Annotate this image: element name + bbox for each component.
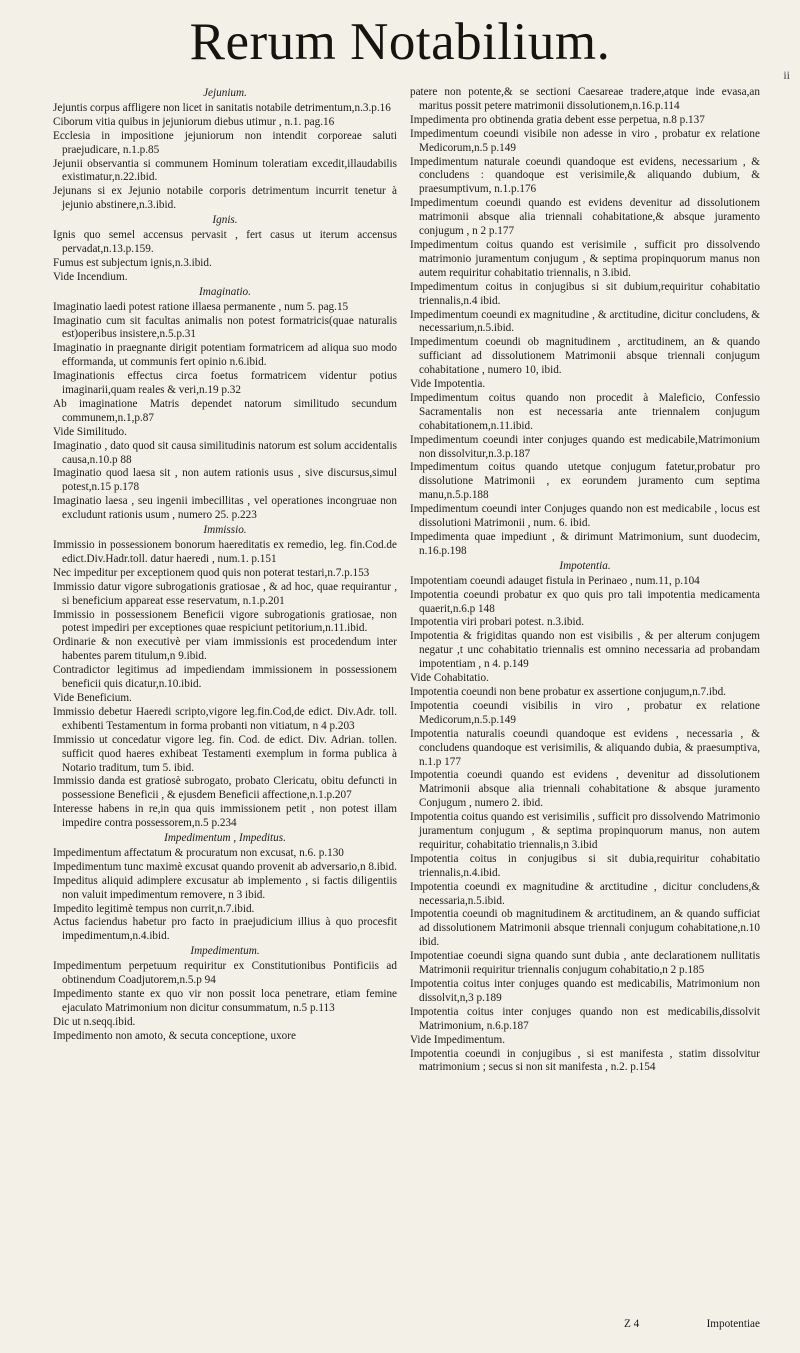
index-heading: Impedimentum. xyxy=(190,945,260,958)
catchword: Impotentiae xyxy=(706,1318,760,1330)
index-entry: Vide Incendium. xyxy=(53,270,128,283)
index-entry: Interesse habens in re,in qua quis immissionem petit , non potest illam impedire contra possessorem,n.5 p.234 xyxy=(53,803,397,830)
index-entry: Imaginatio , dato quod sit causa similitudinis natorum est solum accidentalis causa,n.10.p 88 xyxy=(53,439,397,466)
index-entry: Fumus est subjectum ignis,n.3.ibid. xyxy=(53,256,212,269)
index-entry: Contradictor legitimus ad impediendam immissionem in possessionem beneficii quis dicatur,n.10.ibid. xyxy=(53,664,397,691)
index-entry: Ordinarie & non executivè per viam immissionis est procedendum inter habentes parem titulum,n 9.ibid. xyxy=(53,636,397,663)
index-entry: Immissio danda est gratiosè subrogato, probato Clericatu, obitu defuncti in possessione Beneficii , & ejusdem Beneficii affectione,n.1.p.207 xyxy=(53,775,397,802)
index-entry: Impedimentum coitus quando non procedit à Maleficio, Confessio Sacramentalis non est necessaria ante triennalem conjugum cohabitationem,n.11.ibid. xyxy=(410,391,760,432)
index-entry: patere non potente,& se sectioni Caesareae tradere,atque inde evasa,an maritus possit petere matrimonii dissolutionem,n.16.p.114 xyxy=(410,86,760,112)
index-entry: Impedimentum coeundi inter conjuges quando est medicabile,Matrimonium non dissolvitur,n.3.p.187 xyxy=(410,433,760,460)
index-entry: Impedimentum affectatum & procuratum non excusat, n.6. p.130 xyxy=(53,846,344,859)
index-entry: Impotentia coitus quando est verisimilis , sufficit pro dissolvendo Matrimonio juramentum conjugum , & septima propinquorum manus, non autem requiritur, cohabitatio triennalis,n 3.ibid xyxy=(410,811,760,851)
index-entry: Imaginatio laesa , seu ingenii imbecillitas , vel operationes incongruae non excludunt rationis usum , numero 25. p.223 xyxy=(53,495,397,522)
index-entry: Impedimento non amoto, & secuta conceptione, uxore xyxy=(53,1029,296,1042)
signature-mark: Z 4 xyxy=(624,1318,640,1330)
index-heading: Imaginatio. xyxy=(199,285,251,298)
index-entry: Vide Impedimentum. xyxy=(410,1033,506,1046)
index-entry: Immissio debetur Haeredi scripto,vigore leg.fin.Cod,de edict. Div.Adr. toll. exhibenti Testamentum in forma probanti non vitiatum, n 4 p.203 xyxy=(53,705,397,732)
index-entry: Impotentia coeundi non bene probatur ex assertione conjugum,n.7.ibd. xyxy=(410,685,726,698)
index-entry: Vide Beneficium. xyxy=(53,691,132,704)
index-entry: Vide Similitudo. xyxy=(53,425,127,438)
index-entry: Ignis quo semel accensus pervasit , fert casus ut iterum accensus pervadat,n.13.p.159. xyxy=(53,229,397,255)
index-entry: Jejunans si ex Jejunio notabile corporis detrimentum incurrit tenetur à jejunio abstinere,n.3.ibid. xyxy=(53,185,397,212)
index-entry: Ecclesia in impositione jejuniorum non intendit corporeae saluti praejudicare, n.1.p.85 xyxy=(53,129,397,156)
index-entry: Impotentia coitus inter conjuges quando est medicabilis, Matrimonium non dissolvit,n,3 p.189 xyxy=(410,978,760,1004)
index-heading: Impedimentum , Impeditus. xyxy=(164,832,286,845)
index-heading: Impotentia. xyxy=(559,559,611,572)
index-entry: Impotentia coitus in conjugibus si sit dubia,requiritur cohabitatio triennalis,n.4.ibid. xyxy=(410,852,760,879)
index-entry: Impotentia viri probari potest. n.3.ibid. xyxy=(410,616,584,629)
index-entry: Impotentia & frigiditas quando non est visibilis , & per alterum conjugem negatur ,t unc cohabitatio triennalis est omnino necessaria ad probandam impotentiam , n 4. p.149 xyxy=(410,630,760,671)
index-entry: Imaginatio laedi potest ratione illaesa permanente , num 5. pag.15 xyxy=(53,300,349,313)
index-entry: Impotentia coeundi in conjugibus , si est manifesta , statim dissolvitur matrimonium ; secus si non sit manifesta , n.2. p.154 xyxy=(410,1047,760,1074)
index-entry: Impedimentum coeundi quando est evidens devenitur ad dissolutionem matrimonii absque alia triennali cohabitatione,& absque juramento conjugum , n 2 p.177 xyxy=(410,197,760,238)
index-entry: Actus faciendus habetur pro facto in praejudicium illius à quo procesfit impedimentum,n.4.ibid. xyxy=(53,916,397,943)
index-entry: Impotentia coeundi visibilis in viro , probatur ex relatione Medicorum,n.5.p.149 xyxy=(410,699,760,726)
index-entry: Jejuntis corpus affligere non licet in sanitatis notabile detrimentum,n.3.p.16 xyxy=(53,101,391,114)
index-entry: Impedimentum coitus quando est verisimile , sufficit pro dissolvendo matrimonio juramentum conjugum , & septima propinquorum manus non autem requiritur cohabitatio triennalis, n 3.ibid. xyxy=(410,238,760,279)
index-entry: Impedimentum coeundi inter Conjuges quando non est medicabile , locus est dissolutioni Matrimonii , num. 6. ibid. xyxy=(410,503,760,530)
index-entry: Impotentia naturalis coeundi quandoque est evidens , necessaria , & concludens quandoque est verisimilis, & aliquando dubia, & praesumptiva, n.1.p 177 xyxy=(410,727,760,768)
index-entry: Impedimentum naturale coeundi quandoque est evidens, necessarium , & concludens : quandoque est verisimile,& aliquando dubium, & praesumptivum, n.1.p.176 xyxy=(410,155,760,196)
page-mark: ii xyxy=(783,68,790,82)
index-entry: Impedimentum coitus quando utetque conjugum fatetur,probatur pro dissolutione Matrimonii , ex eorundem juramento cum septima manu,n.5.p.188 xyxy=(410,461,760,502)
index-entry: Impotentia coeundi probatur ex quo quis pro tali impotentia medicamenta quaerit,n.6.p 148 xyxy=(410,588,760,615)
index-heading: Jejunium. xyxy=(203,87,247,99)
index-entry: Impedimentum coitus in conjugibus si sit dubium,requiritur cohabitatio triennalis,n.4 ibid. xyxy=(410,280,760,307)
index-entry: Imaginatio quod laesa sit , non autem rationis usus , sive discursus,simul potest,n.15 p.178 xyxy=(53,467,397,494)
index-entry: Impotentia coitus inter conjuges quando non est medicabilis,dissolvit Matrimonium, n.6.p.187 xyxy=(410,1005,760,1032)
index-entry: Impedimentum coeundi visibile non adesse in viro , probatur ex relatione Medicorum,n.5 p.149 xyxy=(410,127,760,154)
index-entry: Immissio in possessionem bonorum haereditatis ex remedio, leg. fin.Cod.de edict.Div.Hadr.toll. datur haeredi , num.1. p.151 xyxy=(53,539,397,565)
index-entry: Impedimenta quae impediunt , & dirimunt Matrimonium, sunt duodecim, n.16.p.198 xyxy=(410,531,760,557)
index-entry: Ab imaginatione Matris dependet natorum similitudo secundum communem,n.1,p.87 xyxy=(53,397,397,424)
index-entry: Nec impeditur per exceptionem quod quis non poterat testari,n.7.p.153 xyxy=(53,566,370,579)
index-entry: Immissio datur vigore subrogationis gratiosae , & ad hoc, quae requirantur , si beneficium appareat esse reservatum, n.1.p.201 xyxy=(53,580,397,607)
index-entry: Imaginatio cum sit facultas animalis non potest formatricis(quae naturalis est)operibus insistere,n.5.p.31 xyxy=(53,314,397,341)
index-entry: Vide Impotentia. xyxy=(410,378,486,391)
index-heading: Ignis. xyxy=(212,214,238,227)
index-entry: Impotentiae coeundi signa quando sunt dubia , ante declarationem nullitatis Matrimonii requiritur triennalis conjugum cohabitatio,n 2 p.185 xyxy=(410,950,760,977)
index-entry: Ciborum vitia quibus in jejuniorum diebus utimur , n.1. pag.16 xyxy=(53,115,335,128)
index-entry: Immissio ut concedatur vigore leg. fin. Cod. de edict. Div. Adrian. tollen. sufficit quod haeres exhibeat Testamenti exemplum in forma publica à Notario traditum, tum 5. ibid. xyxy=(53,733,397,774)
page-title: Rerum Notabilium. xyxy=(189,13,611,71)
index-entry: Impotentia coeundi quando est evidens , devenitur ad dissolutionem Matrimonii absque alia triennali cohabitatione & absque juramento Conjugum , numero 2. ibid. xyxy=(410,769,760,810)
index-entry: Imaginatio in praegnante dirigit potentiam formatricem ad aliqua suo modo efformanda, ut communis fert opinio n.6.ibid. xyxy=(53,342,397,369)
index-entry: Immissio in possessionem Beneficii vigore subrogationis gratiosae, non potest impediri per exceptiones quae respiciunt petitorium,n.11.ibid. xyxy=(53,608,397,635)
index-entry: Imaginationis effectus circa foetus formatricem videntur potius imaginarii,quam reales & veri,n.19 p.32 xyxy=(53,370,397,397)
index-entry: Impotentia coeundi ob magnitudinem & arctitudinem, an & quando sufficiat ad dissolutionem Matrimonii absque triennali conjugum cohabitatione,n.10 ibid. xyxy=(410,908,760,949)
index-entry: Impotentiam coeundi adauget fistula in Perinaeo , num.11, p.104 xyxy=(410,574,700,587)
index-entry: Impeditus aliquid adimplere excusatur ab implemento , si factis diligentiis non valuit impedimentum removere, n 3 ibid. xyxy=(53,874,397,901)
index-entry: Impotentia coeundi ex magnitudine & arctitudine , dicitur concludens,& necessaria,n.5.ibid. xyxy=(410,880,760,907)
index-entry: Impedimento stante ex quo vir non possit loca penetrare, etiam femine ejaculato Matrimonium non dicitur consummatum, n.5 p.113 xyxy=(53,988,397,1014)
index-entry: Impedimentum tunc maximè excusat quando provenit ab adversario,n 8.ibid. xyxy=(53,860,397,873)
index-entry: Dic ut n.seqq.ibid. xyxy=(53,1015,136,1028)
right-column xyxy=(410,86,760,1348)
index-heading: Immissio. xyxy=(203,524,247,537)
index-entry: Impedimentum perpetuum requiritur ex Constitutionibus Pontificiis ad obtinendum Coadjutorem,n.5.p 94 xyxy=(53,960,397,987)
index-entry: Impedimentum coeundi ex magnitudine , & arctitudine, dicitur concludens, & necessarium,n.5.ibid. xyxy=(410,308,760,335)
index-entry: Jejunii observantia si communem Hominum toleratiam excedit,illaudabilis existimatur,n.22.ibid. xyxy=(53,157,397,184)
index-entry: Impedito legitimè tempus non currit,n.7.ibid. xyxy=(53,902,255,915)
index-entry: Impedimentum coeundi ob magnitudinem , arctitudinem, an & quando sufficiant ad dissolutionem Matrimonii absque triennali conjugum cohabitatione , numero 10, ibid. xyxy=(410,336,760,377)
index-entry: Vide Cohabitatio. xyxy=(410,672,489,685)
left-column xyxy=(53,86,397,1348)
index-entry: Impedimenta pro obtinenda gratia debent esse perpetua, n.8 p.137 xyxy=(410,113,705,126)
